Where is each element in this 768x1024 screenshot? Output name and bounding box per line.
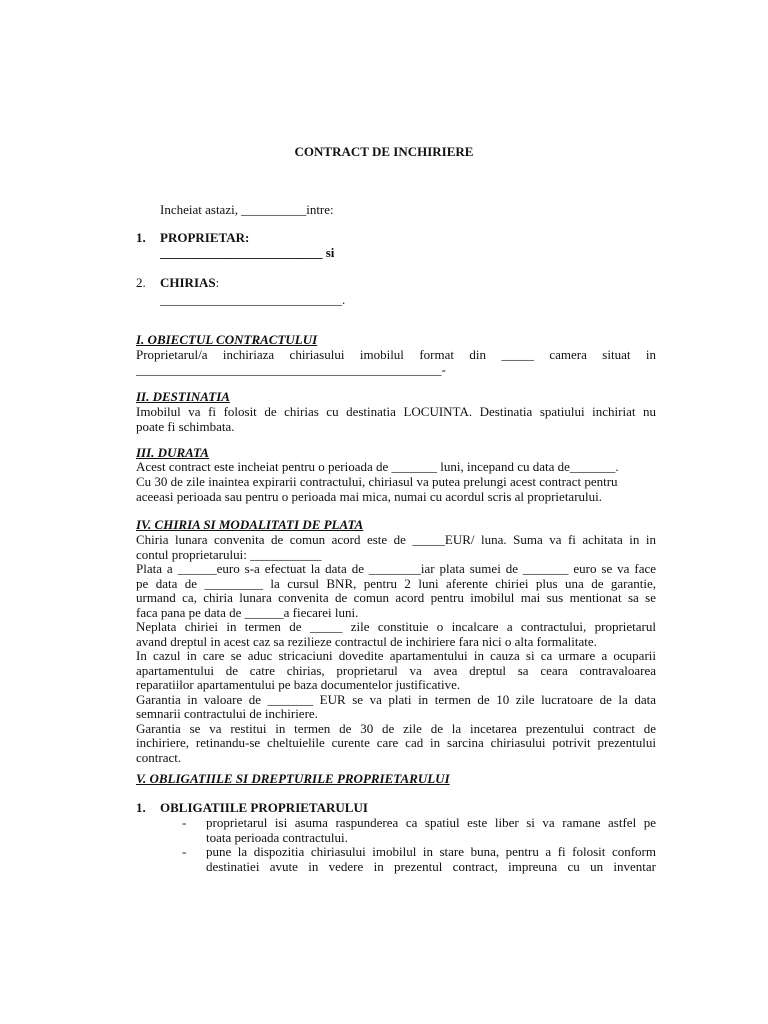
section-paragraph [136,460,656,475]
paragraph-line: destinatiei avute in vedere in prezentul contract, impreuna cu un inventar [206,858,656,874]
list-item [182,816,656,845]
document-title: CONTRACT DE INCHIRIERE [294,144,474,159]
paragraph-line: Neplata chiriei in termen de _____ zile constituie o incalcare a contractului, proprietarul [136,619,656,634]
paragraph-line: proprietarul isi asuma raspunderea ca spatiul este liber si va ramane astfel pe [206,815,656,830]
paragraph-line: Proprietarul/a inchiriaza chiriasului imobilul format din _____ camera situat in [136,347,656,362]
party-number: 2. [136,275,146,290]
list-item-text [206,845,656,874]
bullet-list [182,816,656,874]
party-label: CHIRIAS [160,275,216,290]
section-paragraph [136,475,656,504]
paragraph-line: apartamentului de catre chirias, proprietarul va avea dreptul sa ceara contravaloarea [136,662,656,678]
paragraph-line: faca pana pe data de ______a fiecarei luni. [136,604,359,620]
subsection-number: 1. [136,800,146,815]
paragraph-line: Chiria lunara convenita de comun acord este de _____EUR/ luna. Suma va fi achitata in in [136,532,656,547]
paragraph-line: Imobilul va fi folosit de chirias cu destinatia LOCUINTA. Destinatia spatiului inchiriat nu [136,404,656,419]
bullet-dash: - [182,844,187,859]
list-item-text [206,816,656,845]
section-paragraph [136,649,656,693]
paragraph-line: Plata a ______euro s-a efectuat la data de ________iar plata sumei de _______ euro se va face [136,561,656,576]
section-heading: IV. CHIRIA SI MODALITATI DE PLATA [136,517,364,532]
party-number: 1. [136,230,146,245]
subsection-title: OBLIGATIILE PROPRIETARULUI [160,800,368,815]
subsection-heading [136,801,656,816]
party-proprietar-heading [136,231,656,246]
paragraph-line: urmand ca, chiria lunara convenita de comun acord pentru imobilul mai sus mentionat sa se [136,590,656,605]
paragraph-line: _______________________________________________- [136,361,446,377]
section-heading: I. OBIECTUL CONTRACTULUI [136,332,318,347]
section-heading: III. DURATA [136,445,209,460]
section-paragraph [136,533,656,562]
section-paragraph [136,562,656,620]
section-paragraph [136,693,656,722]
party-label-punct: : [215,275,220,290]
party-label: PROPRIETAR: [160,230,250,245]
paragraph-line: Garantia in valoare de _______ EUR se va plati in termen de 10 zile lucratoare de la data [136,691,656,707]
paragraph-line: reparatiilor apartamentului pe baza documentelor justificative. [136,677,461,692]
paragraph-line: toata perioada contractului. [206,829,348,845]
paragraph-line: pune la dispozitia chiriasului imobilul in stare buna, pentru a fi folosit conform [206,844,656,859]
section-paragraph [136,405,656,434]
paragraph-line: contul proprietarului: ___________ [136,546,322,562]
paragraph-line: contract. [136,749,182,765]
paragraph-line: In cazul in care se aduc stricaciuni dovedite apartamentului in cauza si ca urmare a ocuparii [136,648,656,663]
paragraph-line: pe data de _________ la cursul BNR, pentru 2 luni aferente chiriei plus una de garantie, [136,575,656,591]
section-body [136,533,656,765]
paragraph-line: aceeasi perioada sau pentru o perioada mai mica, numai cu acordul scris al proprietarului. [136,488,603,504]
section-paragraph [136,620,656,649]
party-chirias-heading [136,276,656,291]
paragraph-line: Acest contract este incheiat pentru o perioada de _______ luni, incepand cu data de_______. [136,459,619,474]
section-heading: V. OBLIGATIILE SI DREPTURILE PROPRIETARULUI [136,771,450,786]
paragraph-line: poate fi schimbata. [136,418,235,434]
paragraph-line: semnarii contractului de inchiriere. [136,706,318,721]
paragraph-line: Garantia se va restitui in termen de 30 de zile de la incetarea prezentului contract de [136,720,656,736]
party-proprietar-blank: _________________________ si [160,245,335,260]
list-item [182,845,656,874]
bullet-dash: - [182,815,187,830]
section-heading: II. DESTINATIA [136,389,230,404]
paragraph-line: inchiriere, retinandu-se cheltuielile curente care cad in sarcina chiriasului potrivit prezentului [136,735,656,750]
paragraph-line: avand dreptul in acest caz sa rezilieze contractul de inchiriere fara nici o alta formalitate. [136,633,597,649]
party-chirias-blank: ____________________________. [160,292,346,307]
paragraph-line: Cu 30 de zile inaintea expirarii contractului, chiriasul va putea prelungi acest contract pentru [136,474,618,489]
section-paragraph [136,722,656,766]
intro-line: Incheiat astazi, __________intre: [160,202,334,217]
section-paragraph [136,348,656,377]
